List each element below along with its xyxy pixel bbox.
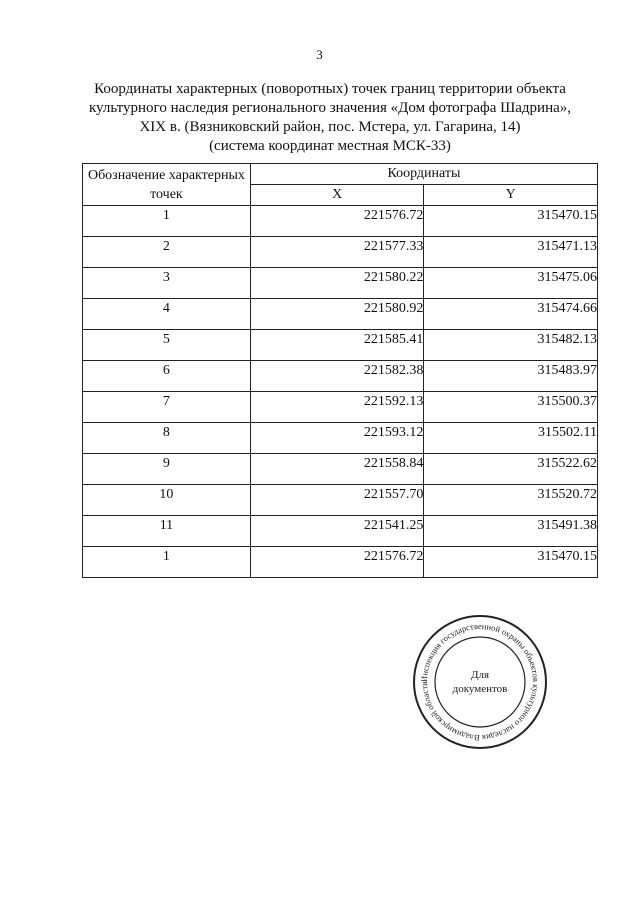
x-cell: 221580.22	[250, 268, 424, 299]
x-cell: 221585.41	[250, 330, 424, 361]
official-stamp	[410, 612, 550, 752]
x-cell: 221580.92	[250, 299, 424, 330]
x-cell: 221541.25	[250, 516, 424, 547]
header-x: X	[250, 185, 424, 206]
table-row	[83, 361, 598, 392]
title-line-4: (система координат местная МСК-33)	[209, 138, 451, 154]
point-cell: 3	[83, 268, 251, 299]
y-cell: 315483.97	[424, 361, 598, 392]
point-cell: 7	[83, 392, 251, 423]
coordinates-table	[82, 163, 598, 578]
table-row	[83, 485, 598, 516]
table-body	[83, 206, 598, 578]
point-cell: 10	[83, 485, 251, 516]
document-title	[60, 80, 600, 156]
y-cell: 315474.66	[424, 299, 598, 330]
table-row	[83, 423, 598, 454]
y-cell: 315502.11	[424, 423, 598, 454]
table-row	[83, 299, 598, 330]
x-cell: 221577.33	[250, 237, 424, 268]
table-row	[83, 237, 598, 268]
table-row	[83, 206, 598, 237]
table-row	[83, 392, 598, 423]
point-cell: 8	[83, 423, 251, 454]
x-cell: 221593.12	[250, 423, 424, 454]
stamp-center-line-1: Для	[470, 669, 490, 681]
y-cell: 315482.13	[424, 330, 598, 361]
point-cell: 1	[83, 206, 251, 237]
x-cell: 221576.72	[250, 206, 424, 237]
header-point-designation: Обозначение характерных точек	[83, 164, 251, 206]
y-cell: 315500.37	[424, 392, 598, 423]
x-cell: 221582.38	[250, 361, 424, 392]
table-row	[83, 454, 598, 485]
y-cell: 315470.15	[424, 206, 598, 237]
point-cell: 5	[83, 330, 251, 361]
table-row	[83, 516, 598, 547]
y-cell: 315491.38	[424, 516, 598, 547]
point-cell: 6	[83, 361, 251, 392]
y-cell: 315470.15	[424, 547, 598, 578]
stamp-inner-circle	[435, 637, 525, 727]
title-line-3: XIX в. (Вязниковский район, пос. Мстера, ул. Гагарина, 14)	[139, 119, 521, 135]
stamp-outer-circle	[414, 616, 546, 748]
point-cell: 11	[83, 516, 251, 547]
point-cell: 2	[83, 237, 251, 268]
y-cell: 315475.06	[424, 268, 598, 299]
x-cell: 221576.72	[250, 547, 424, 578]
point-cell: 9	[83, 454, 251, 485]
header-y: Y	[424, 185, 598, 206]
x-cell: 221592.13	[250, 392, 424, 423]
table-row	[83, 330, 598, 361]
stamp-center-line-2: документов	[452, 683, 508, 695]
point-cell: 1	[83, 547, 251, 578]
point-cell: 4	[83, 299, 251, 330]
x-cell: 221558.84	[250, 454, 424, 485]
title-line-1: Координаты характерных (поворотных) точек границ территории объекта	[94, 81, 566, 97]
y-cell: 315471.13	[424, 237, 598, 268]
y-cell: 315520.72	[424, 485, 598, 516]
header-coordinates: Координаты	[250, 164, 597, 185]
page-number: 3	[316, 47, 323, 62]
x-cell: 221557.70	[250, 485, 424, 516]
stamp-ring-textpath: Инспекция государственной охраны объектов культурного наследия Владимирской области	[418, 620, 542, 744]
table-row	[83, 547, 598, 578]
title-line-2: культурного наследия регионального значения «Дом фотографа Шадрина»,	[88, 100, 572, 116]
y-cell: 315522.62	[424, 454, 598, 485]
table-row	[83, 268, 598, 299]
